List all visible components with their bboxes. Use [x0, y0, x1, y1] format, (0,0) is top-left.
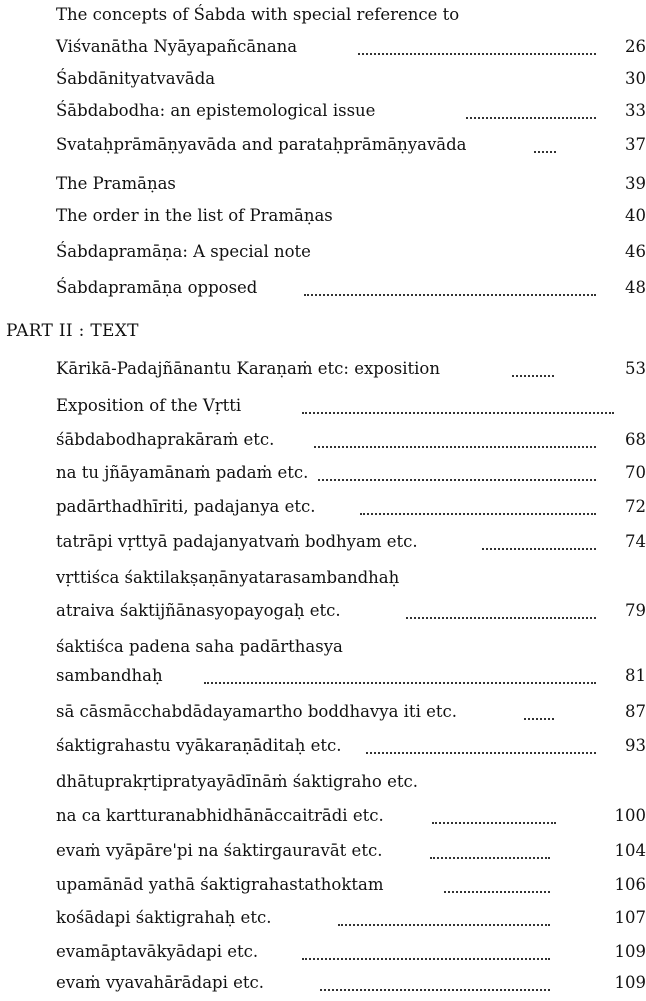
toc-entry	[56, 425, 646, 455]
toc-leader-dots	[320, 989, 550, 991]
toc-page-number: 100	[614, 806, 646, 825]
toc-leader-dots	[360, 513, 596, 515]
toc-entry	[56, 130, 646, 160]
toc-page-number: 81	[625, 666, 646, 685]
toc-entry	[56, 836, 646, 866]
toc-page-number: 74	[625, 532, 646, 551]
toc-entry-title: kośādapi śaktigrahaḥ etc.	[56, 908, 272, 927]
toc-entry-title: Viśvanātha Nyāyapañcānana	[56, 37, 298, 56]
toc-page-number: 72	[625, 497, 646, 516]
toc-entry-title: The concepts of Śabda with special reference to	[56, 5, 460, 24]
toc-entry	[56, 937, 646, 967]
toc-entry-title: Svataḥprāmāṇyavāda and parataḥprāmāṇyavāda	[56, 135, 467, 154]
toc-entry-title: tatrāpi vṛttyā padajanyatvaṁ bodhyam etc.	[56, 532, 418, 551]
toc-entry	[56, 767, 600, 797]
toc-entry	[56, 731, 646, 761]
toc-entry-title: sā cāsmācchabdādayamartho boddhavya iti etc.	[56, 702, 457, 721]
toc-entry	[56, 391, 600, 421]
toc-entry-title: sambandhaḥ	[56, 666, 163, 685]
toc-page-number: 107	[614, 908, 646, 927]
toc-leader-dots	[466, 117, 596, 119]
toc-page-number: 87	[625, 702, 646, 721]
toc-entry-title: evamāptavākyādapi etc.	[56, 942, 259, 961]
toc-entry	[56, 169, 646, 199]
toc-entry-title: Śabdapramāṇa: A special note	[56, 242, 311, 261]
toc-entry	[56, 632, 600, 662]
toc-leader-dots	[430, 857, 550, 859]
toc-entry	[56, 96, 646, 126]
toc-page-number: 93	[625, 736, 646, 755]
toc-entry-title: na tu jñāyamānaṁ padaṁ etc.	[56, 463, 309, 482]
toc-leader-dots	[534, 151, 556, 153]
toc-entry	[56, 64, 646, 94]
toc-entry-title: Śabdapramāṇa opposed	[56, 278, 258, 297]
toc-entry-title: Śabdānityatvavāda	[56, 69, 216, 88]
toc-page-number: 40	[625, 206, 646, 225]
toc-entry-title: The order in the list of Pramāṇas	[56, 206, 333, 225]
toc-entry	[56, 661, 646, 691]
toc-entry-title: padārthadhīriti, padajanya etc.	[56, 497, 316, 516]
toc-entry	[56, 903, 646, 933]
toc-entry	[56, 596, 646, 626]
toc-entry-title: upamānād yathā śaktigrahastathoktam	[56, 875, 384, 894]
toc-leader-dots	[406, 617, 596, 619]
toc-entry-title: Kārikā-Padajñānantu Karaṇaṁ etc: exposition	[56, 359, 440, 378]
toc-leader-dots	[444, 891, 550, 893]
toc-leader-dots	[302, 958, 550, 960]
toc-page-number: 46	[625, 242, 646, 261]
toc-page-number: 30	[625, 69, 646, 88]
toc-entry-title: vṛttiśca śaktilakṣaṇānyatarasambandhaḥ	[56, 568, 400, 587]
toc-entry	[56, 237, 646, 267]
toc-page-number: 109	[614, 973, 646, 992]
toc-page-number: 26	[625, 37, 646, 56]
toc-page-number: 48	[625, 278, 646, 297]
toc-leader-dots	[432, 822, 556, 824]
toc-entry-title: śaktigrahastu vyākaraṇāditaḥ etc.	[56, 736, 342, 755]
toc-leader-dots	[366, 752, 596, 754]
toc-entry-title: evaṁ vyāpāre'pi na śaktirgauravāt etc.	[56, 841, 383, 860]
toc-entry-title: Śābdabodha: an epistemological issue	[56, 101, 376, 120]
toc-page-number: 33	[625, 101, 646, 120]
toc-entry	[56, 273, 646, 303]
toc-leader-dots	[314, 446, 596, 448]
toc-entry	[56, 563, 600, 593]
toc-page-number: 79	[625, 601, 646, 620]
toc-leader-dots	[204, 682, 596, 684]
toc-page-number: 39	[625, 174, 646, 193]
toc-entry-title: The Pramāṇas	[56, 174, 176, 193]
toc-entry	[56, 32, 646, 62]
toc-page-number: 104	[614, 841, 646, 860]
toc-entry	[56, 697, 646, 727]
toc-leader-dots	[482, 548, 596, 550]
toc-leader-dots	[338, 924, 550, 926]
toc-page-number: 37	[625, 135, 646, 154]
toc-page-number: 106	[614, 875, 646, 894]
toc-entry	[56, 492, 646, 522]
toc-entry	[56, 458, 646, 488]
toc-entry-title: evaṁ vyavahārādapi etc.	[56, 973, 265, 992]
toc-leader-dots	[524, 718, 554, 720]
toc-entry-title: śaktiśca padena saha padārthasya	[56, 637, 343, 656]
toc-page-number: 68	[625, 430, 646, 449]
toc-entry	[56, 870, 646, 900]
toc-entry-title: Exposition of the Vṛtti	[56, 396, 242, 415]
toc-entry	[56, 527, 646, 557]
part-heading: PART II : TEXT	[6, 321, 139, 341]
toc-entry	[56, 354, 646, 384]
toc-leader-dots	[302, 412, 614, 414]
toc-entry	[56, 0, 600, 30]
toc-entry	[56, 201, 646, 231]
toc-entry-title: na ca kartturanabhidhānāccaitrādi etc.	[56, 806, 384, 825]
toc-page-number: 109	[614, 942, 646, 961]
toc-entry	[56, 801, 646, 831]
toc-page-number: 70	[625, 463, 646, 482]
toc-leader-dots	[512, 375, 554, 377]
toc-entry-title: dhātuprakṛtipratyayādīnāṁ śaktigraho etc.	[56, 772, 418, 791]
toc-page-number: 53	[625, 359, 646, 378]
toc-entry	[56, 968, 646, 998]
toc-entry-title: śābdabodhaprakāraṁ etc.	[56, 430, 275, 449]
toc-leader-dots	[304, 294, 596, 296]
toc-leader-dots	[358, 53, 596, 55]
toc-leader-dots	[318, 479, 596, 481]
toc-entry-title: atraiva śaktijñānasyopayogaḥ etc.	[56, 601, 341, 620]
